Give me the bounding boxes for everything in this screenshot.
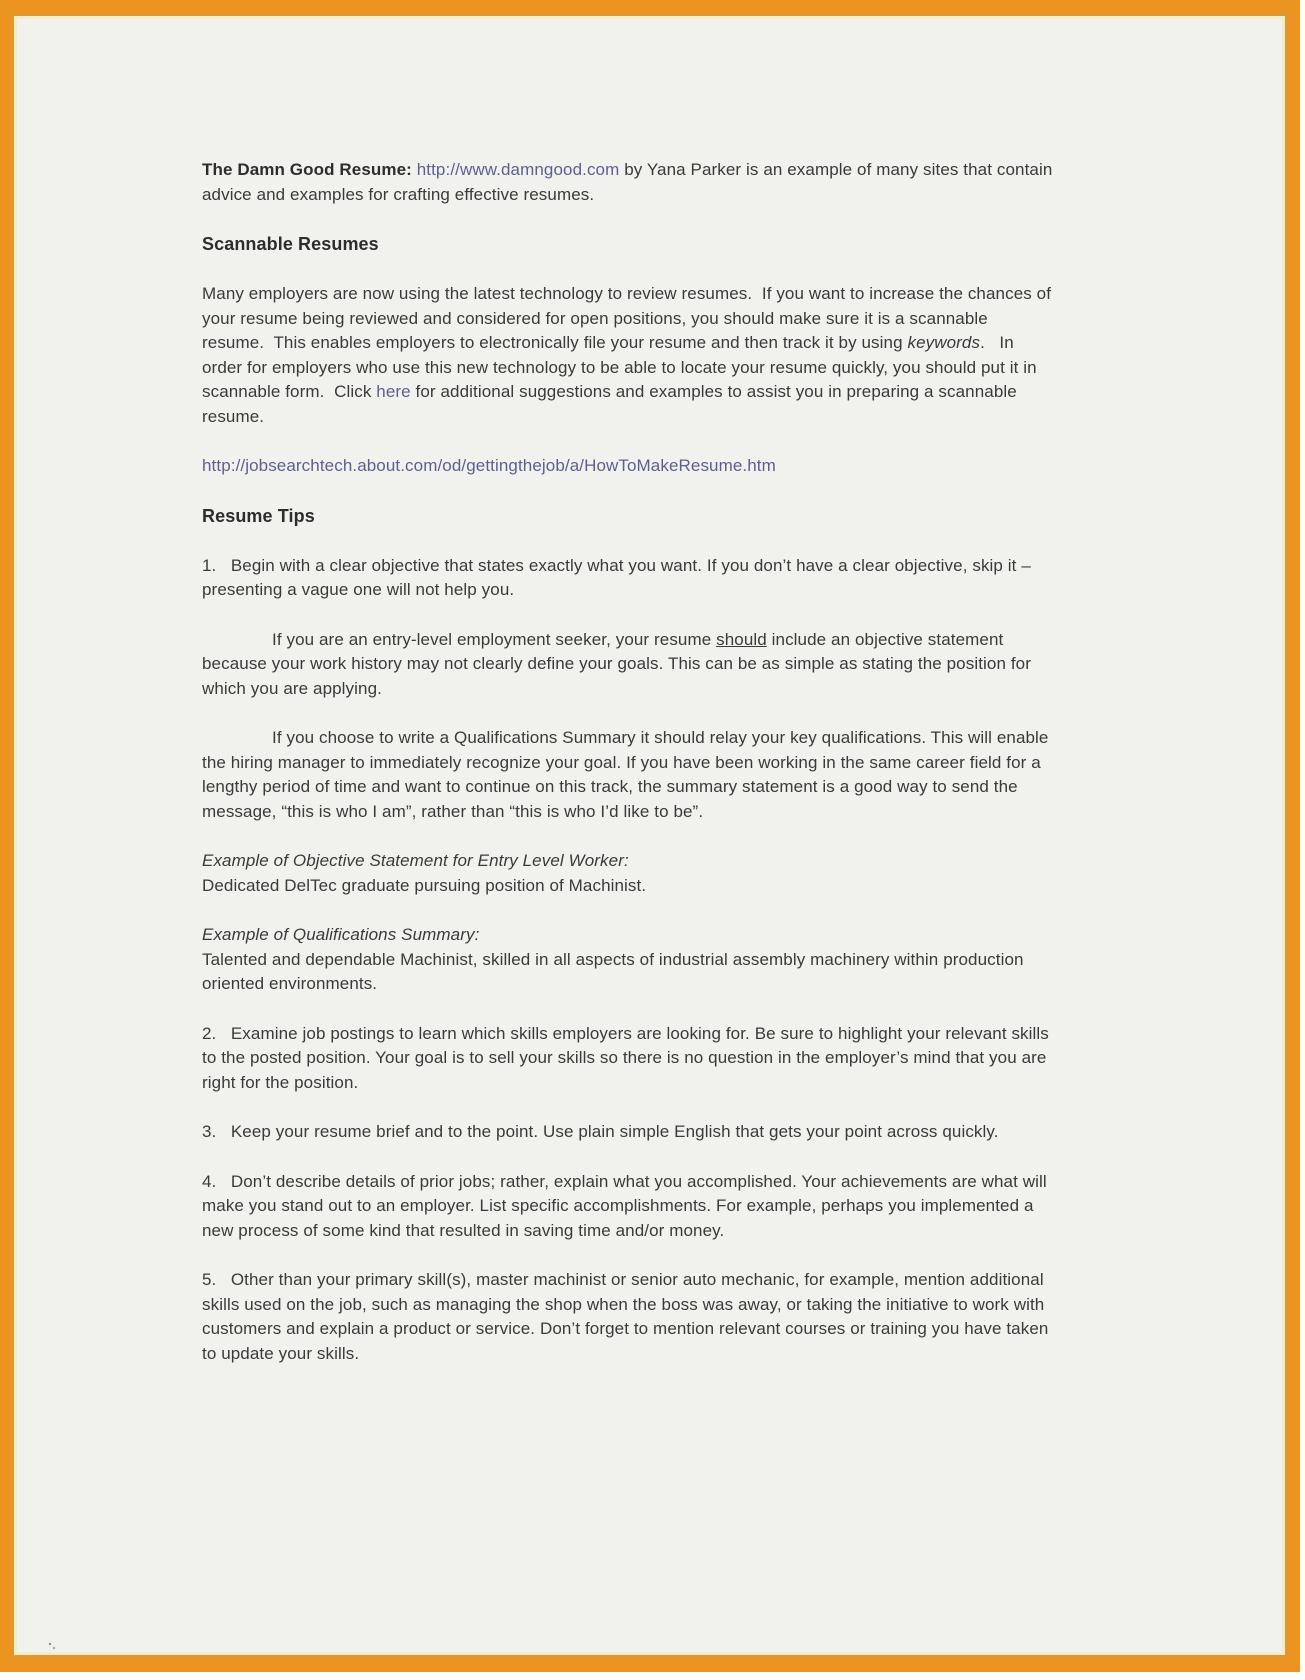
tip-1-sub-1-text-a: If you are an entry-level employment seeker, your resume bbox=[272, 629, 717, 649]
objective-example-label: Example of Objective Statement for Entry Level Worker: bbox=[202, 851, 629, 870]
tip-1-subparagraph-1 bbox=[202, 628, 1058, 702]
here-link[interactable]: here bbox=[376, 382, 411, 401]
tip-1-subparagraph-2: If you choose to write a Qualifications Summary it should relay your key qualifications. This will enable the hiring manager to immediately recognize your goal. If you have been working in the same career field for a lengthy period of time and want to continue on this track, the summary statement is a good way to send the message, “this is who I am”, rather than “this is who I’d like to be”. bbox=[202, 728, 1049, 821]
qualifications-example-text: Talented and dependable Machinist, skilled in all aspects of industrial assembly machinery within production oriented environments. bbox=[202, 949, 1024, 993]
jobsearchtech-url-link[interactable]: http://jobsearchtech.about.com/od/gettingthejob/a/HowToMakeResume.htm bbox=[202, 456, 776, 475]
scannable-text-3: for additional suggestions and examples to assist you in preparing a scannable resume. bbox=[202, 382, 1017, 426]
reference-url-paragraph bbox=[202, 454, 1058, 479]
scannable-resumes-heading: Scannable Resumes bbox=[202, 234, 379, 254]
doc-title: The Damn Good Resume: bbox=[202, 160, 412, 179]
qualifications-example-block bbox=[202, 923, 1058, 997]
objective-example-text: Dedicated DelTec graduate pursuing position of Machinist. bbox=[202, 875, 647, 895]
document-content bbox=[202, 158, 1058, 1391]
tip-3: 3. Keep your resume brief and to the point. Use plain simple English that gets your point across quickly. bbox=[202, 1122, 999, 1141]
tip-1-sub-1-text-b: include an objective statement because your work history may not clearly define your goals. This can be as simple as stating the position for which you are applying. bbox=[202, 629, 1031, 698]
tip-2: 2. Examine job postings to learn which skills employers are looking for. Be sure to highlight your relevant skills to the posted position. Your goal is to sell your skills so there is no question in the employer’s mind that you are right for the position. bbox=[202, 1023, 1049, 1092]
scan-artifact bbox=[48, 1642, 56, 1650]
scannable-text-1: Many employers are now using the latest technology to review resumes. If you want to increase the chances of your resume being reviewed and considered for open positions, you should make sure it is a scannable resume. This enables employers to electronically file your resume and then track it by using bbox=[202, 284, 1052, 352]
scannable-text-2: . In order for employers who use this new technology to be able to locate your resume quickly, you should put it in scannable form. Click bbox=[202, 333, 1037, 401]
resume-tips-heading: Resume Tips bbox=[202, 505, 315, 526]
tip-1: 1. Begin with a clear objective that states exactly what you want. If you don’t have a clear objective, skip it – presenting a vague one will not help you. bbox=[202, 555, 1031, 599]
intro-paragraph bbox=[202, 158, 1058, 207]
objective-example-block bbox=[202, 849, 1058, 898]
tip-5: 5. Other than your primary skill(s), master machinist or senior auto mechanic, for example, mention additional skills used on the job, such as managing the shop when the boss was away, or taking the initiative to work with customers and explain a product or service. Don’t forget to mention relevant courses or training you have taken to update your skills. bbox=[202, 1270, 1049, 1363]
intro-text: by Yana Parker is an example of many sites that contain advice and examples for crafting effective resumes. bbox=[202, 160, 1053, 204]
qualifications-example-label: Example of Qualifications Summary: bbox=[202, 925, 480, 944]
tip-4: 4. Don’t describe details of prior jobs; rather, explain what you accomplished. Your achievements are what will make you stand out to an employer. List specific accomplishments. For example, perhaps you implemented a new process of some kind that resulted in saving time and/or money. bbox=[202, 1171, 1047, 1240]
damngood-url-link[interactable]: http://www.damngood.com bbox=[416, 160, 620, 179]
keywords-italic: keywords bbox=[907, 333, 981, 352]
should-underlined: should bbox=[716, 629, 767, 649]
scannable-paragraph bbox=[202, 282, 1058, 429]
